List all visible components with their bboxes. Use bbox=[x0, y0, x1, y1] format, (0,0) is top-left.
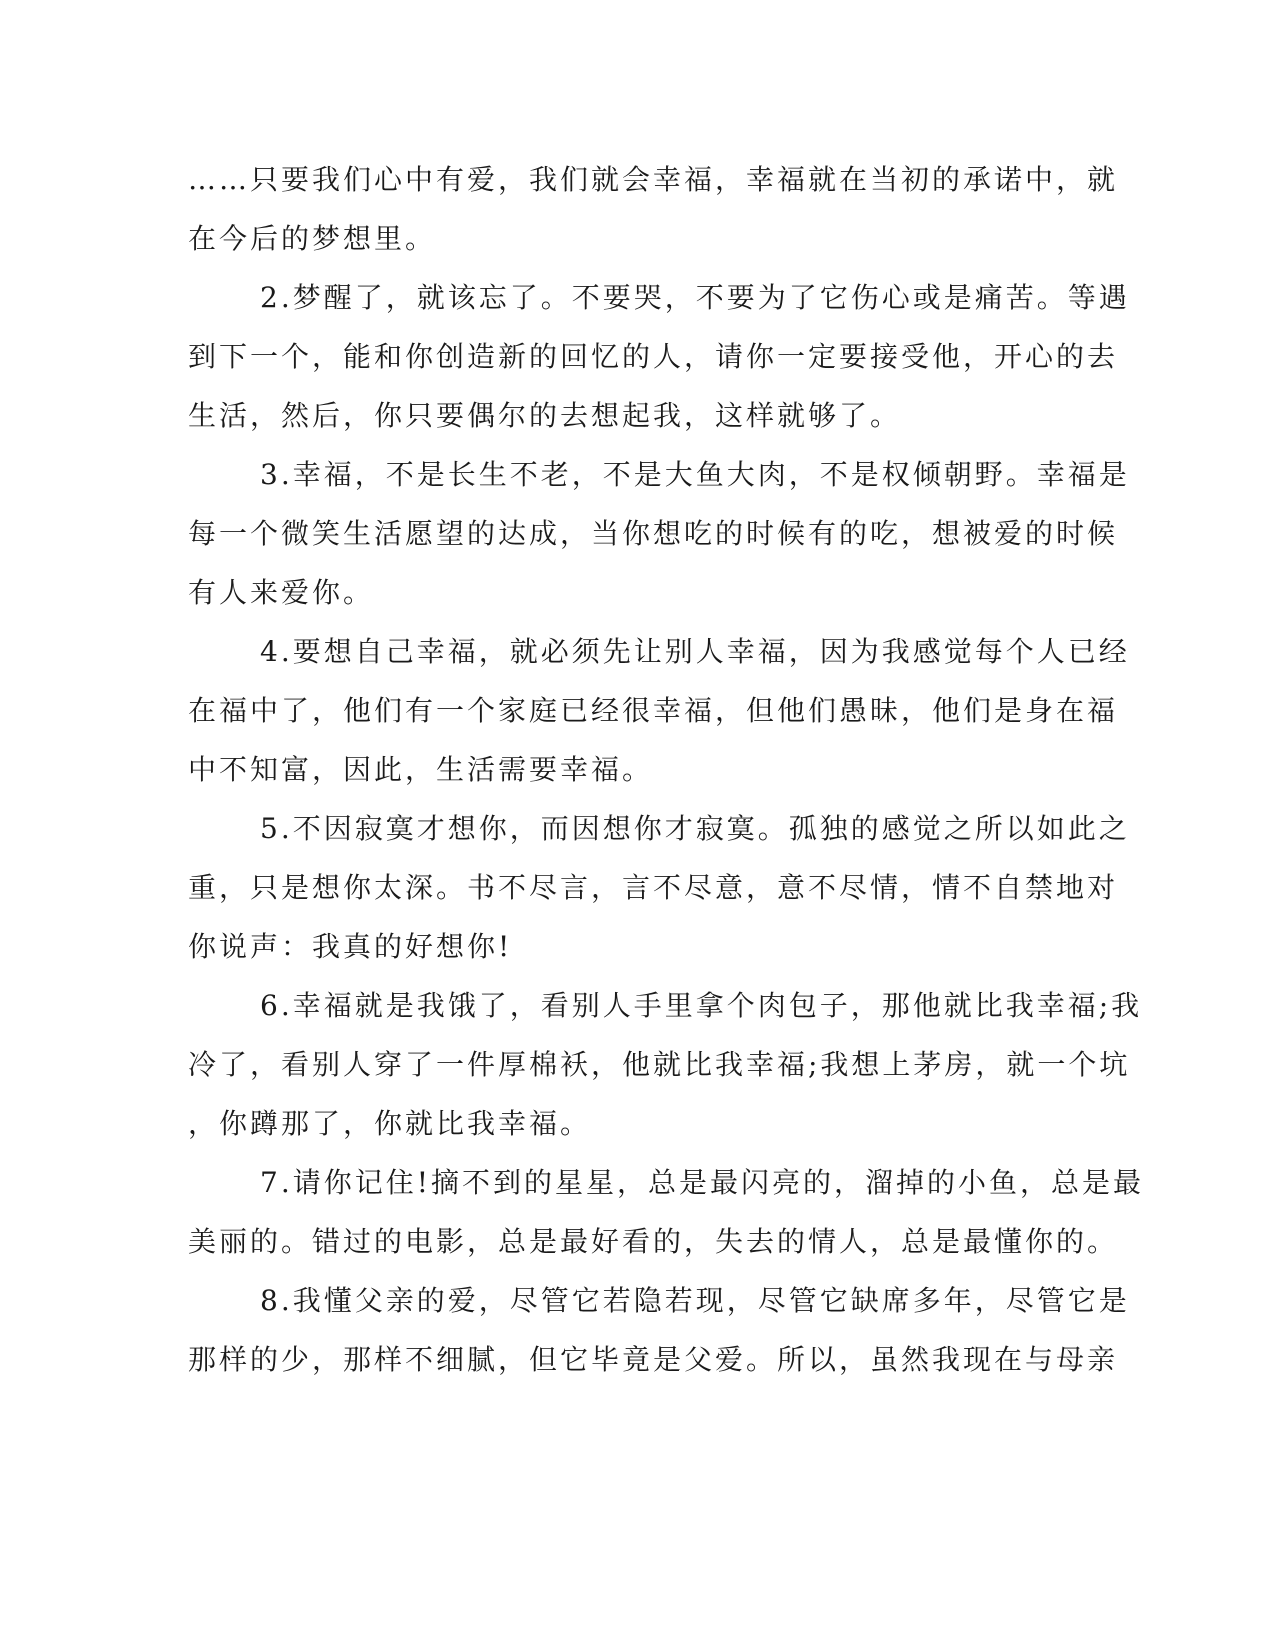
text-line: ，你蹲那了，你就比我幸福。 bbox=[188, 1107, 592, 1140]
text-line: 那样的少，那样不细腻，但它毕竟是父爱。所以，虽然我现在与母亲 bbox=[188, 1343, 1119, 1376]
text-line: 冷了，看别人穿了一件厚棉袄，他就比我幸福;我想上茅房，就一个坑 bbox=[188, 1048, 1131, 1081]
text-line: 6.幸福就是我饿了，看别人手里拿个肉包子，那他就比我幸福;我 bbox=[260, 989, 1143, 1022]
text-line: 美丽的。错过的电影，总是最好看的，失去的情人，总是最懂你的。 bbox=[188, 1225, 1119, 1258]
text-line: 重，只是想你太深。书不尽言，言不尽意，意不尽情，情不自禁地对 bbox=[188, 871, 1119, 904]
text-line: 3.幸福，不是长生不老，不是大鱼大肉，不是权倾朝野。幸福是 bbox=[260, 458, 1130, 491]
text-line: 7.请你记住!摘不到的星星，总是最闪亮的，溜掉的小鱼，总是最 bbox=[260, 1166, 1144, 1199]
text-line: 到下一个，能和你创造新的回忆的人，请你一定要接受他，开心的去 bbox=[188, 340, 1119, 373]
text-line: 8.我懂父亲的爱，尽管它若隐若现，尽管它缺席多年，尽管它是 bbox=[260, 1284, 1130, 1317]
text-line: 在福中了，他们有一个家庭已经很幸福，但他们愚昧，他们是身在福 bbox=[188, 694, 1119, 727]
text-line: 生活，然后，你只要偶尔的去想起我，这样就够了。 bbox=[188, 399, 902, 432]
text-line: 中不知富，因此，生活需要幸福。 bbox=[188, 753, 654, 786]
text-line: 5.不因寂寞才想你，而因想你才寂寞。孤独的感觉之所以如此之 bbox=[260, 812, 1130, 845]
text-line: 4.要想自己幸福，就必须先让别人幸福，因为我感觉每个人已经 bbox=[260, 635, 1130, 668]
text-line: 2.梦醒了，就该忘了。不要哭，不要为了它伤心或是痛苦。等遇 bbox=[260, 281, 1130, 314]
text-line: 有人来爱你。 bbox=[188, 576, 375, 609]
text-line: 每一个微笑生活愿望的达成，当你想吃的时候有的吃，想被爱的时候 bbox=[188, 517, 1119, 550]
text-line: 在今后的梦想里。 bbox=[188, 222, 437, 255]
text-line: ……只要我们心中有爱，我们就会幸福，幸福就在当初的承诺中，就 bbox=[188, 163, 1119, 196]
text-line: 你说声：我真的好想你! bbox=[188, 930, 513, 963]
